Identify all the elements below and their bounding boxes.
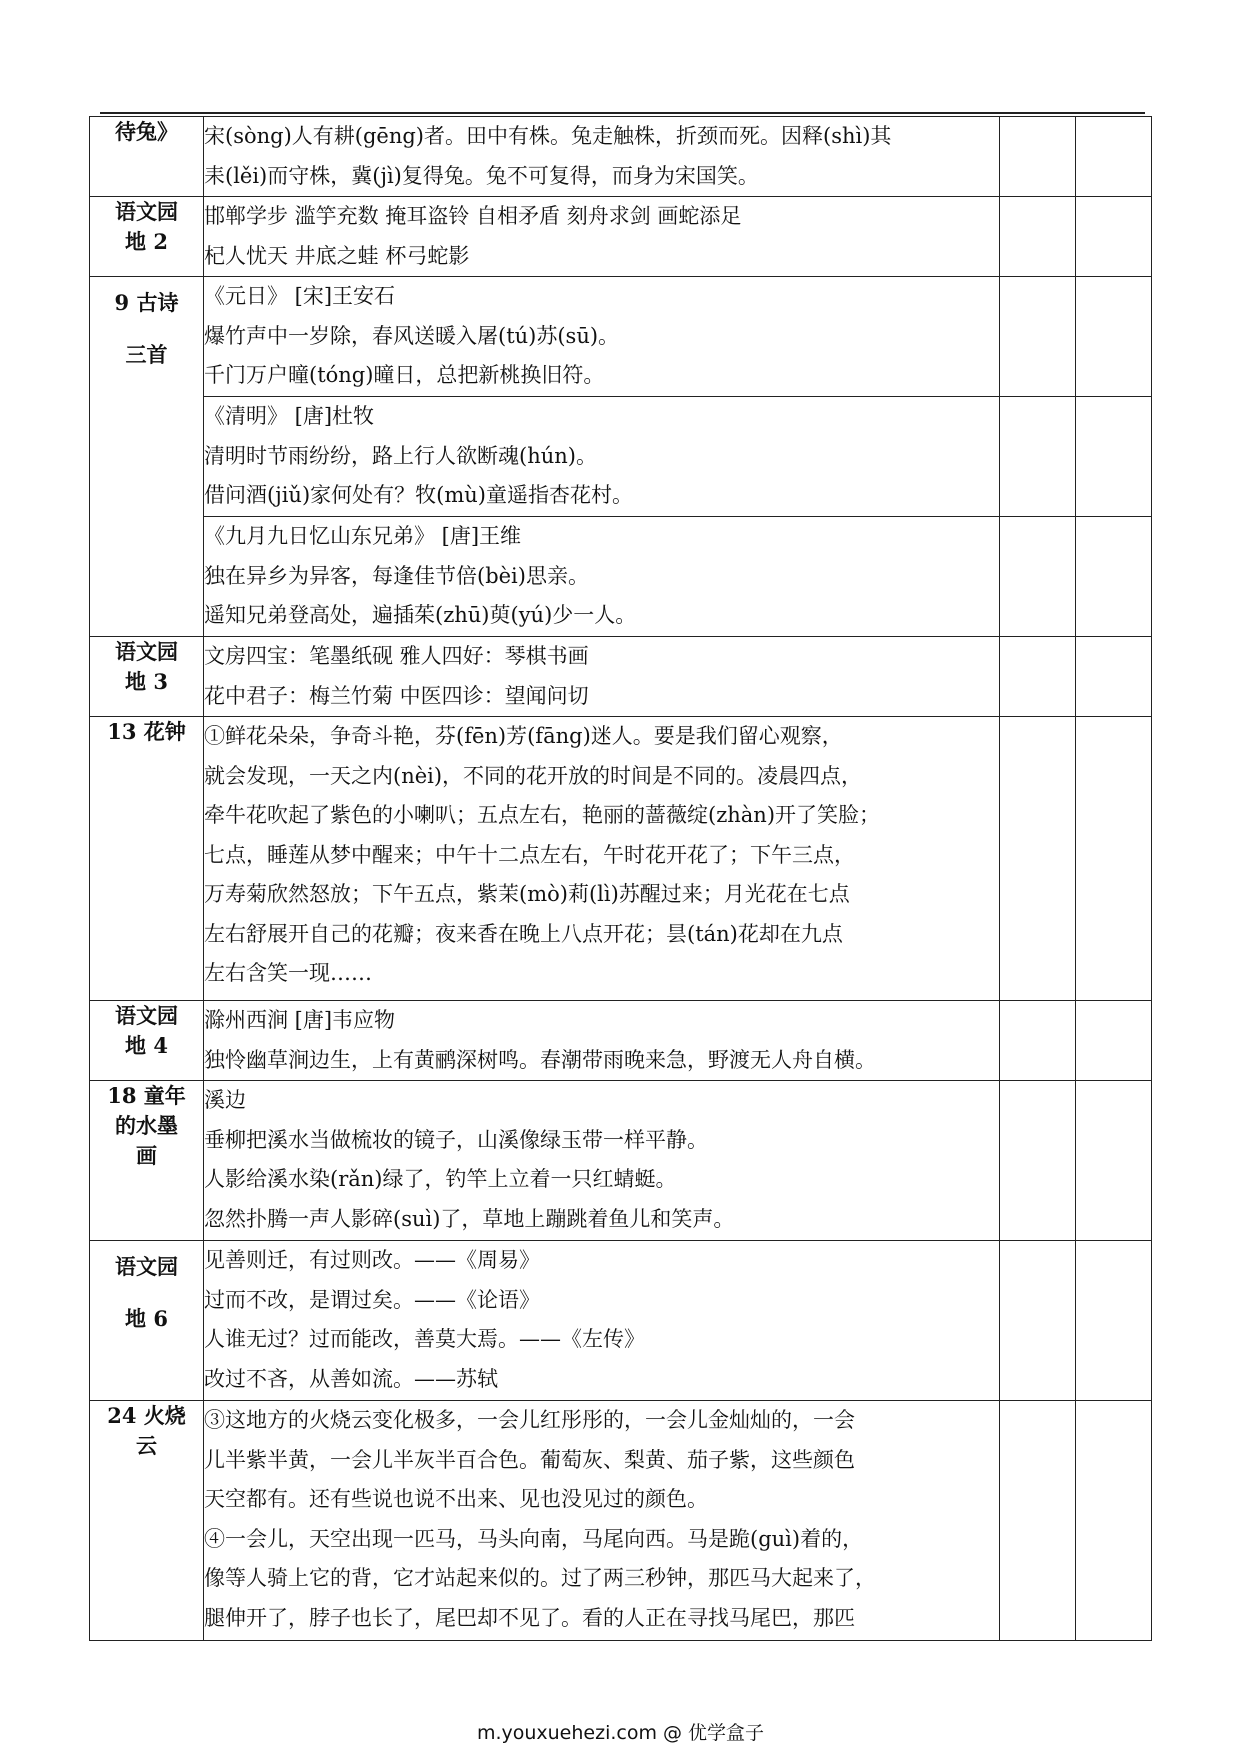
check-cell[interactable]: [1076, 1401, 1152, 1641]
text-line: 人谁无过？过而能改，善莫大焉。——《左传》: [204, 1327, 645, 1351]
table-row: [90, 1401, 1152, 1641]
text-line: 忽然扑腾一声人影碎(suì)了，草地上蹦跳着鱼儿和笑声。: [204, 1206, 735, 1231]
text-line: 独在异乡为异客，每逢佳节倍(bèi)思亲。: [204, 563, 589, 588]
poem-content: [204, 397, 1000, 517]
table-row: [90, 637, 1152, 717]
check-cell[interactable]: [1076, 517, 1152, 637]
check-cell[interactable]: [1000, 197, 1076, 277]
poem-title: 滁州西涧 [唐]韦应物: [204, 1008, 396, 1032]
check-cell[interactable]: [1076, 197, 1152, 277]
lesson-content: [204, 1241, 1000, 1401]
text-line: 借问酒(jiǔ)家何处有？牧(mù)童遥指杏花村。: [204, 483, 633, 507]
check-cell[interactable]: [1000, 517, 1076, 637]
table-row: [90, 117, 1152, 197]
lesson-title: 18 童年 的水墨 画: [90, 1081, 204, 1241]
lesson-title: 13 花钟: [90, 717, 204, 1001]
check-cell[interactable]: [1076, 117, 1152, 197]
text-line: 天空都有。还有些说也说不出来、见也没见过的颜色。: [204, 1487, 708, 1511]
lesson-title: 语文园 地 3: [90, 637, 204, 717]
text-line: 改过不吝，从善如流。——苏轼: [204, 1366, 498, 1391]
lesson-title: 语文园 地 2: [90, 197, 204, 277]
check-cell[interactable]: [1000, 397, 1076, 517]
lesson-title: 24 火烧 云: [90, 1401, 204, 1641]
text-line: 爆竹声中一岁除，春风送暖入屠(tú)苏(sū)。: [204, 323, 620, 348]
check-cell[interactable]: [1076, 1001, 1152, 1081]
recitation-table: [89, 116, 1152, 1641]
text-line: 过而不改，是谓过矣。——《论语》: [204, 1287, 540, 1312]
text-line: 万寿菊欣然怒放；下午五点，紫茉(mò)莉(lì)苏醒过来；月光花在七点: [204, 882, 850, 906]
text-line: 人影给溪水染(rǎn)绿了，钓竿上立着一只红蜻蜓。: [204, 1167, 677, 1191]
text-line: 腿伸开了，脖子也长了，尾巴却不见了。看的人正在寻找马尾巴，那匹: [204, 1605, 855, 1630]
poem-title: 溪边: [204, 1088, 246, 1112]
check-cell[interactable]: [1076, 717, 1152, 1001]
lesson-content: [204, 1401, 1000, 1641]
top-rule: [100, 112, 1145, 114]
check-cell[interactable]: [1000, 277, 1076, 397]
table-row: [90, 277, 1152, 397]
footer-watermark: m.youxuehezi.com @ 优学盒子: [476, 1722, 765, 1744]
check-cell[interactable]: [1076, 397, 1152, 517]
poem-title: 《九月九日忆山东兄弟》 [唐]王维: [204, 524, 522, 548]
poem-content: [204, 517, 1000, 637]
check-cell[interactable]: [1000, 1081, 1076, 1241]
lesson-title: 语文园 地 4: [90, 1001, 204, 1081]
text-line: 耒(lěi)而守株，冀(jì)复得兔。兔不可复得，而身为宋国笑。: [204, 163, 759, 188]
text-line: ④一会儿，天空出现一匹马，马头向南，马尾向西。马是跪(guì)着的，: [204, 1526, 864, 1551]
text-line: 左右含笑一现……: [204, 961, 372, 985]
table-row: [90, 517, 1152, 637]
table-row: [90, 1081, 1152, 1241]
check-cell[interactable]: [1000, 637, 1076, 717]
lesson-title: 语文园 地 6: [90, 1241, 204, 1401]
check-cell[interactable]: [1076, 277, 1152, 397]
check-cell[interactable]: [1000, 1001, 1076, 1081]
check-cell[interactable]: [1076, 1241, 1152, 1401]
text-line: 像等人骑上它的背，它才站起来似的。过了两三秒钟，那匹马大起来了，: [204, 1566, 876, 1590]
text-line: 就会发现，一天之内(nèi)，不同的花开放的时间是不同的。凌晨四点，: [204, 763, 863, 788]
table-row: [90, 397, 1152, 517]
table-row: [90, 717, 1152, 1001]
poem-content: [204, 277, 1000, 397]
text-line: 邯郸学步 滥竽充数 掩耳盗铃 自相矛盾 刻舟求剑 画蛇添足: [204, 204, 742, 228]
text-line: 遥知兄弟登高处，遍插茱(zhū)萸(yú)少一人。: [204, 603, 637, 627]
text-line: 杞人忧天 井底之蛙 杯弓蛇影: [204, 243, 470, 268]
text-line: 见善则迁，有过则改。——《周易》: [204, 1248, 540, 1272]
table-row: [90, 197, 1152, 277]
lesson-content: [204, 1001, 1000, 1081]
check-cell[interactable]: [1000, 1241, 1076, 1401]
lesson-content: [204, 637, 1000, 717]
lesson-content: [204, 1081, 1000, 1241]
lesson-content: [204, 717, 1000, 1001]
poem-title: 《清明》 [唐]杜牧: [204, 404, 375, 428]
text-line: 花中君子：梅兰竹菊 中医四诊：望闻问切: [204, 683, 589, 708]
check-cell[interactable]: [1076, 637, 1152, 717]
lesson-title: 9 古诗 三首: [90, 277, 204, 637]
check-cell[interactable]: [1000, 117, 1076, 197]
text-line: 左右舒展开自己的花瓣；夜来香在晚上八点开花；昙(tán)花却在九点: [204, 921, 843, 946]
lesson-content: [204, 117, 1000, 197]
check-cell[interactable]: [1000, 1401, 1076, 1641]
text-line: 千门万户曈(tóng)曈日，总把新桃换旧符。: [204, 363, 605, 387]
text-line: 儿半紫半黄，一会儿半灰半百合色。葡萄灰、梨黄、茄子紫，这些颜色: [204, 1447, 855, 1472]
lesson-title: 待兔》: [90, 117, 204, 197]
text-line: 牵牛花吹起了紫色的小喇叭；五点左右，艳丽的蔷薇绽(zhàn)开了笑脸；: [204, 803, 881, 827]
text-line: 独怜幽草涧边生，上有黄鹂深树鸣。春潮带雨晚来急，野渡无人舟自横。: [204, 1047, 876, 1072]
text-line: 清明时节雨纷纷，路上行人欲断魂(hún)。: [204, 443, 597, 468]
text-line: 宋(sòng)人有耕(gēng)者。田中有株。兔走触株，折颈而死。因释(shì)其: [204, 124, 892, 148]
table-row: [90, 1001, 1152, 1081]
text-line: 文房四宝：笔墨纸砚 雅人四好：琴棋书画: [204, 644, 589, 668]
text-line: ③这地方的火烧云变化极多，一会儿红彤彤的，一会儿金灿灿的，一会: [204, 1408, 855, 1432]
text-line: 垂柳把溪水当做梳妆的镜子，山溪像绿玉带一样平静。: [204, 1127, 708, 1152]
check-cell[interactable]: [1076, 1081, 1152, 1241]
poem-title: 《元日》 [宋]王安石: [204, 284, 396, 308]
table-row: [90, 1241, 1152, 1401]
lesson-content: [204, 197, 1000, 277]
check-cell[interactable]: [1000, 717, 1076, 1001]
text-line: 七点，睡莲从梦中醒来；中午十二点左右，午时花开花了；下午三点，: [204, 842, 855, 867]
text-line: ①鲜花朵朵，争奇斗艳，芬(fēn)芳(fāng)迷人。要是我们留心观察，: [204, 724, 843, 748]
